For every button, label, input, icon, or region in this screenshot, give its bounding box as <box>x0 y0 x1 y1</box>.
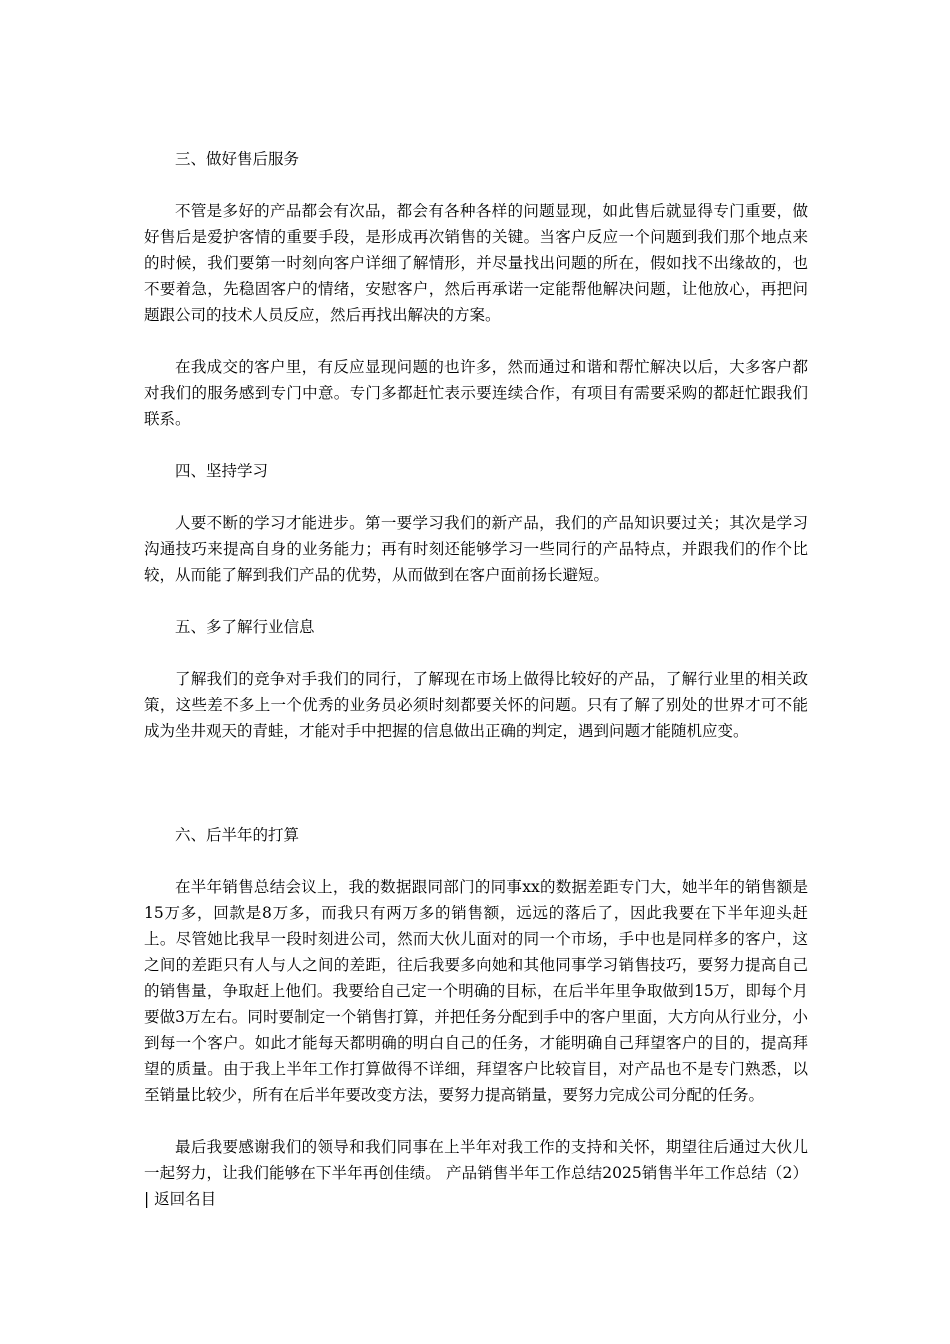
blank-gap <box>144 770 808 822</box>
paragraph-closing <box>144 1134 808 1212</box>
paragraph-keep-learning: 人要不断的学习才能进步。第一要学习我们的新产品，我们的产品知识要过关；其次是学习沟通技巧来提高自身的业务能力；再有时刻还能够学习一些同行的产品特点，并跟我们的作个比较，从而能了解到我们产品的优势，从而做到在客户面前扬长避短。 <box>144 514 808 584</box>
paragraph-second-half-plan: 在半年销售总结会议上，我的数据跟同部门的同事xx的数据差距专门大，她半年的销售额是15万多，回款是8万多，而我只有两万多的销售额，远远的落后了，因此我要在下半年迎头赶上。尽管她比我早一段时刻进公司，然而大伙儿面对的同一个市场，手中也是同样多的客户，这之间的差距只有人与人之间的差距，往后我要多向她和其他同事学习销售技巧，要努力提高自己的销售量，争取赶上他们。我要给自己定一个明确的目标，在后半年里争取做到15万，即每个月要做3万左右。同时要制定一个销售打算，并把任务分配到手中的客户里面，大方向从行业分，小到每一个客户。如此才能每天都明确的明白自己的任务，才能明确自己拜望客户的目的，提高拜望的质量。由于我上半年工作打算做得不详细，拜望客户比较盲目，对产品也不是专门熟悉，以至销量比较少，所有在后半年要改变方法，要努力提高销量，要努力完成公司分配的任务。 <box>144 878 808 1104</box>
document-body <box>144 146 808 1238</box>
section-heading-second-half-plan: 六、后半年的打算 <box>175 826 300 844</box>
closing-text: 最后我要感谢我们的领导和我们同事在上半年对我工作的支持和关怀，期望往后通过大伙儿一起努力，让我们能够在下半年再创佳绩。 <box>144 1138 808 1182</box>
back-to-index-link[interactable]: 返回名目 <box>154 1190 217 1208</box>
paragraph-industry-info: 了解我们的竞争对手我们的同行，了解现在市场上做得比较好的产品，了解行业里的相关政策，这些差不多上一个优秀的业务员必须时刻都要关怀的问题。只有了解了别处的世界才可不能成为坐井观天的青蛙，才能对手中把握的信息做出正确的判定，遇到问题才能随机应变。 <box>144 670 808 740</box>
paragraph-after-sales-1: 不管是多好的产品都会有次品，都会有各种各样的问题显现，如此售后就显得专门重要，做好售后是爱护客情的重要手段，是形成再次销售的关键。当客户反应一个问题到我们那个地点来的时候，我们要第一时刻向客户详细了解情形，并尽量找出问题的所在，假如找不出缘故的，也不要着急，先稳固客户的情绪，安慰客户，然后再承诺一定能帮他解决问题，让他放心，再把问题跟公司的技术人员反应，然后再找出解决的方案。 <box>144 202 808 324</box>
link-separator: | <box>144 1190 155 1208</box>
section-heading-industry-info: 五、多了解行业信息 <box>175 618 315 636</box>
related-article-link[interactable]: 产品销售半年工作总结2025销售半年工作总结（2） <box>446 1164 808 1182</box>
section-heading-keep-learning: 四、坚持学习 <box>175 462 269 480</box>
paragraph-after-sales-2: 在我成交的客户里，有反应显现问题的也许多，然而通过和谐和帮忙解决以后，大多客户都对我们的服务感到专门中意。专门多都赶忙表示要连续合作，有项目有需要采购的都赶忙跟我们联系。 <box>144 358 808 428</box>
section-heading-after-sales: 三、做好售后服务 <box>175 150 300 168</box>
